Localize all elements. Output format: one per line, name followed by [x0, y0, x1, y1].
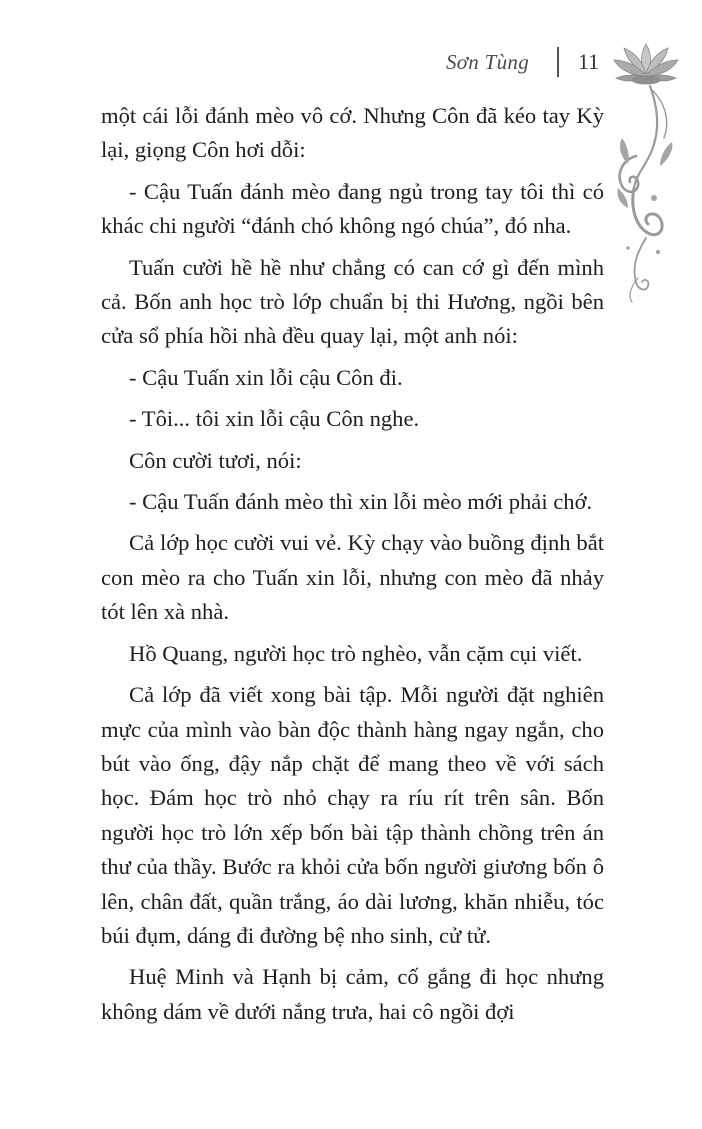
- paragraph: - Tôi... tôi xin lỗi cậu Côn nghe.: [129, 406, 420, 432]
- paragraph: Côn cười tươi, nói:: [129, 447, 302, 473]
- paragraph: - Cậu Tuấn đánh mèo đang ngủ trong tay tôi thì có khác chi người “đánh chó không ngó chúa”, đó nha.: [101, 178, 604, 239]
- body-text: [101, 99, 604, 1036]
- paragraph: Hồ Quang, người học trò nghèo, vẫn cặm cụi viết.: [129, 640, 583, 666]
- lotus-flourish-icon: [606, 38, 686, 306]
- paragraph: Huệ Minh và Hạnh bị cảm, cố gắng đi học nhưng không dám về dưới nắng trưa, hai cô ngồi đợi: [101, 964, 604, 1024]
- page-header: [0, 45, 702, 81]
- paragraph: Tuấn cười hề hề như chẳng có can cớ gì đến mình cả. Bốn anh học trò lớp chuẩn bị thi Hương, ngồi bên cửa sổ phía hồi nhà đều quay lại, một anh nói:: [101, 254, 604, 349]
- paragraph: một cái lỗi đánh mèo vô cớ. Nhưng Côn đã kéo tay Kỳ lại, giọng Côn hơi dỗi:: [101, 103, 604, 163]
- header-divider: [557, 47, 559, 77]
- paragraph: - Cậu Tuấn đánh mèo thì xin lỗi mèo mới phải chớ.: [129, 489, 593, 515]
- paragraph: - Cậu Tuấn xin lỗi cậu Côn đi.: [129, 364, 403, 390]
- running-head-author: Sơn Tùng: [446, 50, 530, 74]
- paragraph: Cả lớp học cười vui vẻ. Kỳ chạy vào buồng định bắt con mèo ra cho Tuấn xin lỗi, nhưng con mèo đã nhảy tót lên xà nhà.: [101, 530, 604, 625]
- paragraph: Cả lớp đã viết xong bài tập. Mỗi người đặt nghiên mực của mình vào bàn độc thành hàng ngay ngắn, cho bút vào ống, đậy nắp chặt để mang theo về với sách học. Đám học trò nhỏ chạy ra ríu rít trên sân. Bốn người học trò lớn xếp bốn bài tập thành chồng trên án thư của thầy. Bước ra khỏi cửa bốn người giương bốn ô lên, chân đất, quần trắng, áo dài lương, khăn nhiễu, tóc búi đụm, dáng đi đường bệ nho sinh, cử tử.: [101, 682, 604, 948]
- page-number: 11: [578, 49, 600, 74]
